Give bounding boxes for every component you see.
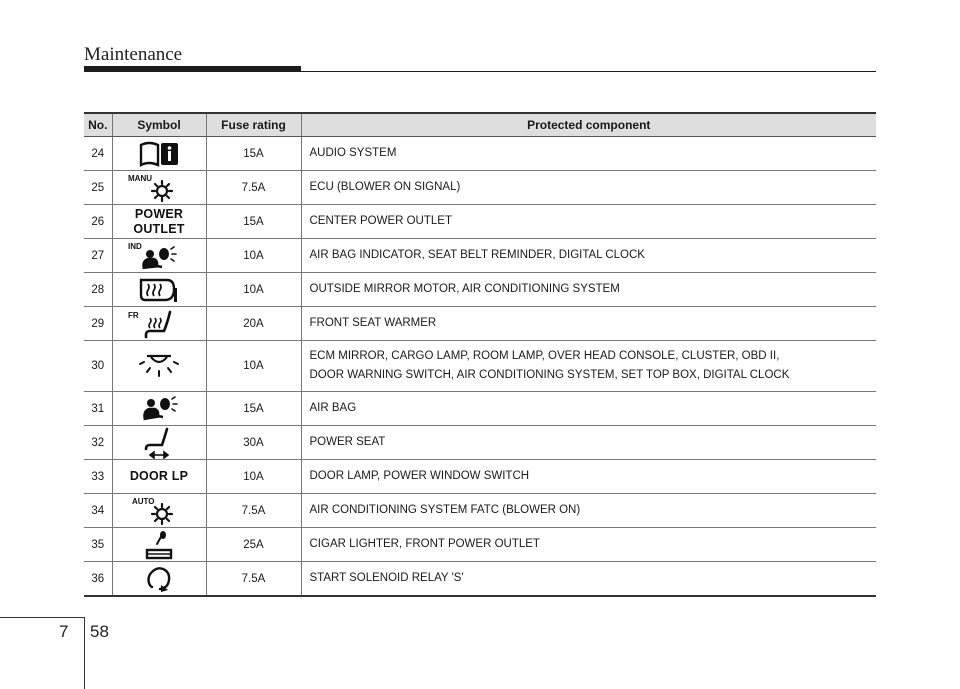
protected-component (301, 528, 876, 562)
component-line: AUDIO SYSTEM (309, 147, 397, 159)
protected-component (301, 460, 876, 494)
component-line: ECM MIRROR, CARGO LAMP, ROOM LAMP, OVER HEAD CONSOLE, CLUSTER, OBD II, (309, 350, 780, 362)
fuse-symbol-cell (112, 392, 206, 426)
component-line: CIGAR LIGHTER, FRONT POWER OUTLET (309, 538, 540, 550)
fuse-number: 28 (84, 273, 112, 307)
door-lp-symbol-text: DOOR LP (129, 469, 189, 483)
fuse-rating: 10A (206, 239, 301, 273)
fuse-rating: 10A (206, 460, 301, 494)
protected-component (301, 239, 876, 273)
symbol-label: AUTO (132, 496, 155, 506)
fuse-number: 24 (84, 137, 112, 171)
table-row (84, 528, 876, 562)
protected-component (301, 392, 876, 426)
protected-component (301, 273, 876, 307)
column-header-symbol: Symbol (112, 113, 206, 137)
component-line: CENTER POWER OUTLET (309, 215, 452, 227)
fuse-symbol-cell (112, 239, 206, 273)
mirror-heater-icon (137, 275, 181, 305)
table-row (84, 562, 876, 597)
column-header-no: No. (84, 113, 112, 137)
power-outlet-symbol-text: POWER OUTLET (133, 206, 185, 236)
protected-component (301, 171, 876, 205)
fuse-rating: 7.5A (206, 562, 301, 597)
table-row (84, 494, 876, 528)
fuse-symbol-cell (112, 137, 206, 171)
fuse-rating: 10A (206, 341, 301, 392)
fuse-number: 35 (84, 528, 112, 562)
fuse-rating: 7.5A (206, 494, 301, 528)
table-row (84, 239, 876, 273)
fuse-symbol-cell (112, 528, 206, 562)
fuse-rating: 20A (206, 307, 301, 341)
component-line: AIR BAG INDICATOR, SEAT BELT REMINDER, DIGITAL CLOCK (309, 249, 645, 261)
airbag-icon (134, 394, 184, 424)
footer-rule-vertical (84, 617, 85, 689)
fuse-rating: 7.5A (206, 171, 301, 205)
footer-rule-horizontal (0, 617, 84, 618)
fuse-rating: 15A (206, 137, 301, 171)
component-line: DOOR LAMP, POWER WINDOW SWITCH (309, 470, 530, 482)
fuse-symbol-cell (112, 460, 206, 494)
symbol-label: MANU (128, 173, 152, 183)
protected-component (301, 341, 876, 392)
protected-component (301, 137, 876, 171)
fuse-number: 27 (84, 239, 112, 273)
table-row (84, 460, 876, 494)
component-line: AIR BAG (309, 402, 357, 414)
component-line: ECU (BLOWER ON SIGNAL) (309, 181, 461, 193)
component-line: POWER SEAT (309, 436, 386, 448)
ind-airbag-icon (124, 241, 194, 271)
fuse-rating: 25A (206, 528, 301, 562)
power-seat-icon (134, 427, 184, 459)
fuse-symbol-cell (112, 494, 206, 528)
fuse-rating: 10A (206, 273, 301, 307)
fuse-symbol-cell (112, 273, 206, 307)
fuse-symbol-cell (112, 562, 206, 597)
fuse-number: 29 (84, 307, 112, 341)
table-row (84, 205, 876, 239)
table-row (84, 341, 876, 392)
component-line: AIR CONDITIONING SYSTEM FATC (BLOWER ON) (309, 504, 581, 516)
fuse-number: 34 (84, 494, 112, 528)
protected-component (301, 494, 876, 528)
column-header-protected-component: Protected component (301, 113, 876, 137)
page-number: 58 (90, 622, 109, 641)
fuse-number: 36 (84, 562, 112, 597)
component-line: FRONT SEAT WARMER (309, 317, 437, 329)
fuse-table (84, 112, 876, 597)
table-row (84, 171, 876, 205)
table-header-row (84, 113, 876, 137)
table-row (84, 137, 876, 171)
component-line: DOOR WARNING SWITCH, AIR CONDITIONING SYSTEM, SET TOP BOX, DIGITAL CLOCK (309, 369, 790, 381)
fuse-number: 26 (84, 205, 112, 239)
protected-component (301, 205, 876, 239)
table-row (84, 273, 876, 307)
fuse-symbol-cell (112, 426, 206, 460)
table-row (84, 307, 876, 341)
page-header-title: Maintenance (84, 44, 183, 65)
fuse-number: 25 (84, 171, 112, 205)
chapter-number: 7 (59, 622, 69, 641)
manu-blower-icon (124, 173, 194, 203)
protected-component (301, 562, 876, 597)
table-row (84, 426, 876, 460)
start-solenoid-icon (139, 564, 179, 594)
fuse-rating: 15A (206, 205, 301, 239)
fuse-symbol-cell (112, 205, 206, 239)
fuse-number: 31 (84, 392, 112, 426)
symbol-label: IND (128, 241, 142, 251)
fuse-rating: 15A (206, 392, 301, 426)
protected-component (301, 426, 876, 460)
component-line: OUTSIDE MIRROR MOTOR, AIR CONDITIONING SYSTEM (309, 283, 620, 295)
fuse-symbol-cell (112, 341, 206, 392)
table-row (84, 392, 876, 426)
fr-seat-warmer-icon (124, 309, 194, 339)
fuse-number: 30 (84, 341, 112, 392)
component-line: START SOLENOID RELAY 'S' (309, 572, 464, 584)
fuse-rating: 30A (206, 426, 301, 460)
auto-blower-icon (124, 496, 194, 526)
header-rule-thin (301, 71, 876, 72)
fuse-number: 33 (84, 460, 112, 494)
fuse-number: 32 (84, 426, 112, 460)
fuse-symbol-cell (112, 171, 206, 205)
fuse-symbol-cell (112, 307, 206, 341)
room-lamp-icon (134, 351, 184, 381)
manual-book-icon (137, 140, 181, 168)
cigar-lighter-icon (134, 530, 184, 560)
header-rule-thick (84, 66, 301, 72)
protected-component (301, 307, 876, 341)
symbol-label: FR (128, 310, 139, 320)
column-header-fuse-rating: Fuse rating (206, 113, 301, 137)
